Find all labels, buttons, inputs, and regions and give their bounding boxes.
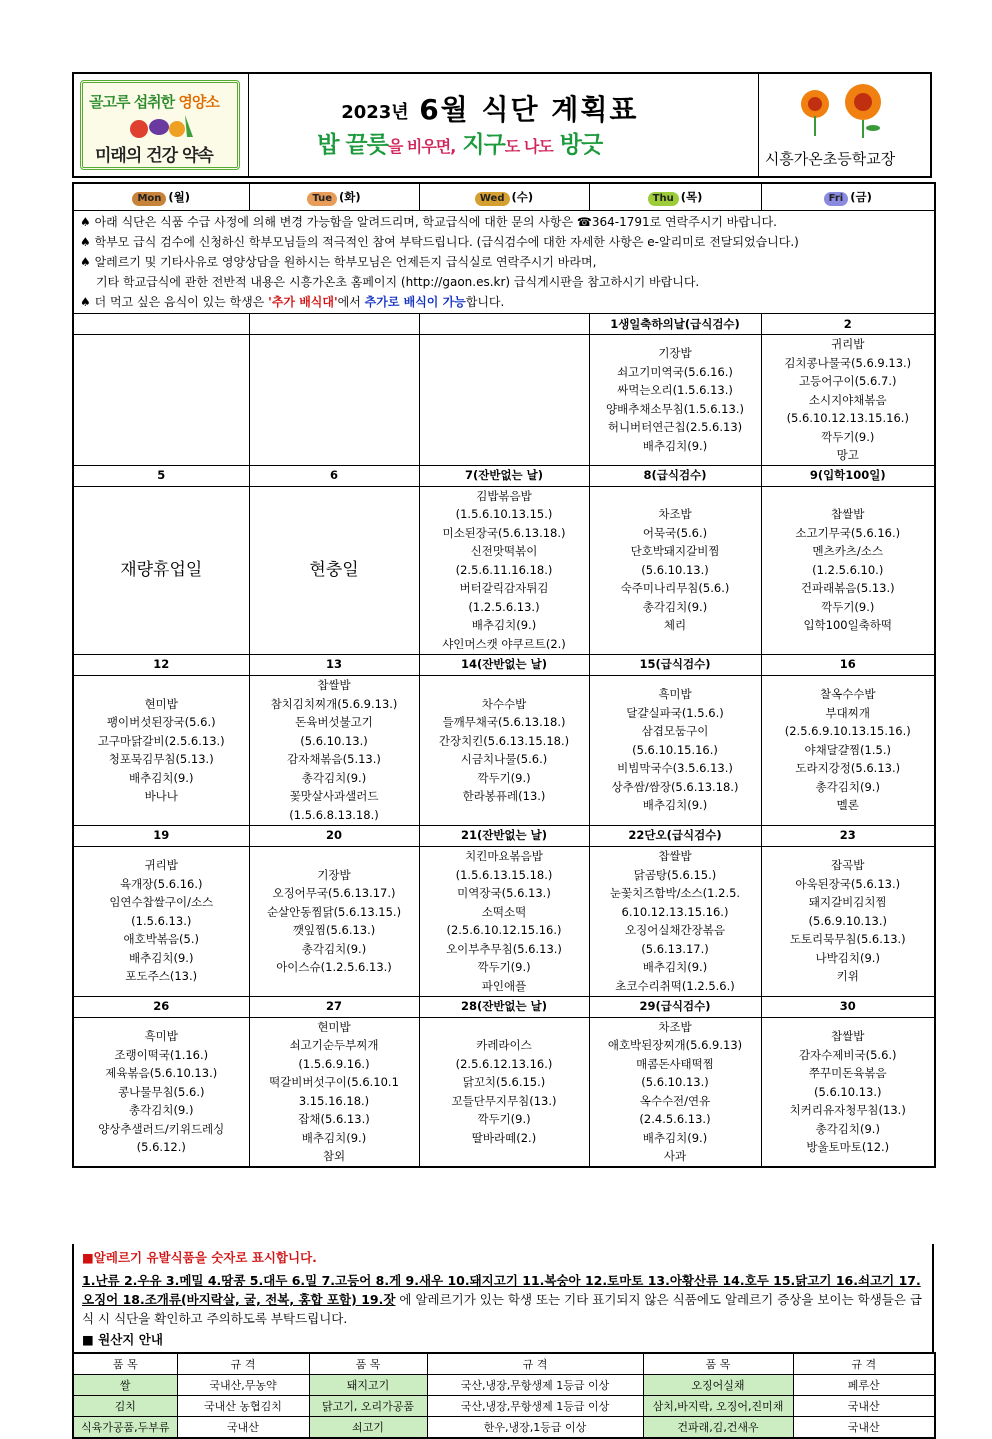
menu-item: (5.6.10.13.) [641,562,709,577]
origin-spec: 국산,냉장,무항생제 1등급 이상 [427,1375,643,1396]
menu-item: 배추김치(9.) [129,950,194,965]
menu-item: 배추김치(9.) [642,1130,708,1145]
menu-cell [249,675,419,825]
menu-item: 건파래볶음(5.13.) [800,581,895,596]
date-cell: 5 [73,465,249,486]
origin-item: 건파래,김,건새우 [643,1417,793,1439]
menu-item: 임연수찹쌀구이/소스 [109,895,214,910]
menu-item: 사과 [663,1149,687,1164]
allergy-body [82,1271,924,1328]
menu-item: 닭곰탕(5.6.15.) [633,867,717,882]
origin-spec: 국내산 [177,1417,309,1439]
menu-item: 바나나 [144,789,178,803]
menu-item: 배추김치(9.) [301,1130,367,1145]
header [72,72,932,178]
menu-item: 현충일 [309,559,359,580]
notice-4: ♠ 더 먹고 싶은 음식이 있는 학생은 '추가 배식대'에서 추가로 배식이 가능합니다. [80,295,505,309]
menu-cell [419,675,589,825]
date-cell [249,314,419,335]
menu-item: (1.2.5.6.10.) [812,562,884,577]
menu-item: 비빔막국수(3.5.6.13.) [617,761,733,776]
origin-header-row [73,1353,935,1375]
menu-item: 깻잎찜(5.6.13.) [292,923,376,937]
menu-item: 양상추샐러드/키위드레싱 [98,1121,225,1136]
menu-item: 오징어무국(5.6.13.17.) [272,886,396,900]
menu-item: 옥수수전/연유 [639,1093,711,1108]
menu-item: 찹쌀밥 [831,1029,865,1043]
menu-item: 콩나물무침(5.6.) [118,1084,205,1099]
date-cell: 30 [761,996,935,1017]
menu-item: 체리 [663,618,687,633]
allergy-info [72,1244,934,1353]
date-cell: 27 [249,996,419,1017]
menu-item: 들깨무채국(5.6.13.18.) [442,715,566,729]
menu-item: 오징어실채간장볶음 [625,923,725,937]
menu-item: 꼬들단무지무침(13.) [451,1093,557,1108]
menu-cell [73,486,249,654]
menu-item: 닭꼬치(5.6.15.) [462,1075,546,1090]
menu-cell [419,1017,589,1167]
menu-item: 돈육버섯불고기 [295,715,373,729]
menu-cell [589,675,761,825]
origin-item: 닭고기, 오리가공품 [309,1396,427,1417]
menu-row-week2 [73,486,935,654]
logo-box [80,80,240,170]
origin-item: 오징어실채 [643,1375,793,1396]
menu-cell [589,335,761,466]
menu-item: 간장치킨(5.6.13.15.18.) [438,733,570,748]
menu-item: 찰옥수수밥 [819,687,876,702]
menu-item: 허니버터연근칩(2.5.6.13) [607,420,743,435]
date-cell: 8(급식검수) [589,465,761,486]
date-row-week3 [73,654,935,675]
menu-item: 청포묵김무침(5.13.) [108,752,214,766]
menu-item: 카레라이스 [476,1038,532,1053]
menu-item: 부대찌개 [825,705,870,720]
date-cell: 29(급식검수) [589,996,761,1017]
origin-table [72,1352,936,1439]
menu-item: 버터갈릭감자튀김 [459,581,549,596]
menu-item: 6.10.12.13.15.16.) [621,904,729,919]
menu-cell [761,846,935,996]
menu-item: 미역장국(5.6.13.) [457,886,551,900]
menu-item: 입학100일축하떡 [803,618,893,633]
logo [74,74,249,176]
logo-slogan-top: 골고루 섭취한 영양소 [89,93,219,111]
year: 2023년 [341,102,409,123]
date-cell: 19 [73,825,249,846]
menu-item: 잡채(5.6.13.) [298,1112,370,1127]
menu-table [72,182,936,1168]
menu-item: 깍두기(9.) [477,960,531,974]
weekday-header-row [73,183,935,211]
origin-header: 규 격 [427,1353,643,1375]
date-cell: 7(잔반없는 날) [419,465,589,486]
meal-plan-page [72,72,934,1434]
menu-item: 귀리밥 [831,337,865,351]
menu-item: 떡갈비버섯구이(5.6.10.1 [269,1075,399,1090]
menu-row-week5 [73,1017,935,1167]
date-cell: 26 [73,996,249,1017]
menu-item: 멘츠카츠/소스 [812,544,884,559]
menu-item: 치커리유자청무침(13.) [789,1103,906,1117]
menu-item: 총각김치(9.) [301,941,367,956]
origin-header: 규 격 [793,1353,935,1375]
menu-item: 참외 [322,1149,346,1164]
menu-cell [419,846,589,996]
menu-item: 애호박볶음(5.) [123,932,199,947]
origin-item: 쇠고기 [309,1417,427,1439]
menu-item: 돼지갈비김치찜 [808,895,887,910]
menu-row-week3 [73,675,935,825]
menu-item: 키위 [836,969,859,984]
menu-item: 재량휴업일 [120,559,203,580]
menu-item: 한라봉퓨레(13.) [462,789,546,803]
menu-item: 잡곡밥 [831,858,865,873]
origin-spec: 페루산 [793,1375,935,1396]
menu-item: 차조밥 [658,507,692,522]
menu-item: 총각김치(9.) [815,779,880,794]
logo-slogan-bottom: 미래의 건강 약속 [95,146,213,166]
menu-item: 파인애플 [481,978,527,993]
menu-item: 망고 [836,448,859,462]
menu-item: 싸먹는오리(1.5.6.13.) [617,383,733,398]
menu-cell [589,486,761,654]
date-cell: 22단오(급식검수) [589,825,761,846]
menu-item: 조랭이떡국(1.16.) [114,1047,209,1062]
menu-item: 배추김치(9.) [129,770,194,785]
menu-item: (1.5.6.9.16.) [298,1056,370,1071]
menu-item: 쇠고기순두부찌개 [289,1038,379,1053]
menu-item: 깍두기(9.) [477,1112,531,1127]
date-cell: 13 [249,654,419,675]
menu-item: 단호박돼지갈비찜 [630,544,720,559]
date-row-week5 [73,996,935,1017]
date-row-week2 [73,465,935,486]
menu-cell [761,1017,935,1167]
origin-row [73,1375,935,1396]
menu-item: 어묵국(5.6.) [642,525,708,540]
menu-cell [73,675,249,825]
menu-item: 찹쌀밥 [317,678,351,692]
date-cell: 16 [761,654,935,675]
menu-item: 감자수제비국(5.6.) [798,1047,897,1062]
menu-item: 흑미밥 [658,687,692,702]
menu-item: 소고기무국(5.6.16.) [795,525,901,540]
menu-item: 꽃맛살사과샐러드 [289,789,379,803]
origin-heading: ■ 원산지 안내 [82,1332,163,1347]
menu-item: 배추김치(9.) [642,798,708,813]
notice-block [73,211,935,314]
menu-item: 고등어구이(5.6.7.) [799,374,897,388]
date-cell: 14(잔반없는 날) [419,654,589,675]
menu-item: 눈꽃치즈함박/소스(1.2.5. [609,886,741,900]
menu-item: 달걀실파국(1.5.6.) [626,705,724,720]
menu-cell [419,486,589,654]
menu-item: 차수수밥 [481,696,527,711]
menu-item: 총각김치(9.) [129,1103,194,1117]
menu-item: 야채달걀찜(1.5.) [804,742,891,757]
origin-item: 삼치,바지락, 오징어,진미채 [643,1396,793,1417]
date-cell [419,314,589,335]
page-title: 6월 식단 계획표 [419,93,639,126]
date-cell: 23 [761,825,935,846]
menu-item: 아욱된장국(5.6.13.) [795,876,901,891]
date-cell: 28(잔반없는 날) [419,996,589,1017]
menu-item: 찹쌀밥 [831,507,865,522]
menu-item: 배추김치(9.) [642,438,708,453]
menu-item: (2.4.5.6.13.) [639,1112,711,1127]
menu-item: (1.5.6.10.13.15.) [455,507,553,522]
menu-cell [249,486,419,654]
origin-item: 김치 [73,1396,177,1417]
menu-item: 순살안동찜닭(5.6.13.15.) [266,904,402,919]
notice-1: ♠ 아래 식단은 식품 수급 사정에 의해 변경 가능함을 알려드리며, 학교급식에 대한 문의 사항은 ☎364-1791로 연락주시기 바랍니다. [80,215,777,229]
origin-item: 쌀 [73,1375,177,1396]
menu-item: 기장밥 [658,346,692,361]
origin-item: 식육가공품,두부류 [73,1417,177,1439]
slogan: 밥 끝릇을 비우면, 지구도 나도 방긋 [317,132,603,158]
menu-item: 방울토마토(12.) [806,1140,890,1154]
weekday-tue: Tue (화) [249,183,419,211]
menu-item: 나박김치(9.) [815,950,880,965]
menu-item: 초코수리취떡(1.2.5.6.) [615,978,735,993]
menu-cell [73,335,249,466]
menu-cell [249,846,419,996]
menu-item: 치킨마요볶음밥 [465,849,543,863]
menu-row-week4 [73,846,935,996]
menu-cell [761,675,935,825]
date-cell: 2 [761,314,935,335]
origin-spec: 국내산 [793,1396,935,1417]
menu-item: 깍두기(9.) [821,599,875,614]
menu-item: 현미밥 [144,696,178,711]
origin-item: 돼지고기 [309,1375,427,1396]
menu-item: (2.5.6.12.13.16.) [455,1056,553,1071]
origin-header: 품 목 [309,1353,427,1375]
origin-spec: 국내산 농협김치 [177,1396,309,1417]
date-cell: 15(급식검수) [589,654,761,675]
menu-cell [419,335,589,466]
menu-item: 감자채볶음(5.13.) [287,752,381,766]
menu-item: 깍두기(9.) [821,429,875,444]
menu-item: (5.6.9.10.13.) [808,913,887,928]
menu-item: 포도주스(13.) [125,969,198,984]
menu-item: 총각김치(9.) [301,770,367,785]
date-cell: 12 [73,654,249,675]
menu-item: 김밥볶음밥 [476,488,532,503]
menu-item: 기장밥 [317,867,351,882]
title-block [249,74,759,176]
menu-cell [73,1017,249,1167]
menu-item: 상추쌈/쌈장(5.6.13.18.) [611,779,739,794]
menu-item: 제육볶음(5.6.10.13.) [105,1066,218,1080]
menu-cell [589,846,761,996]
menu-item: 육개장(5.6.16.) [119,876,203,891]
menu-item: (1.5.6.13.) [131,913,192,928]
menu-item: (2.5.6.10.12.15.16.) [446,923,562,937]
menu-item: 총각김치(9.) [815,1121,880,1136]
notice-3a: ♠ 알레르기 및 기타사유로 영양상담을 원하시는 학부모님은 언제든지 급식실로 연락주시기 바라며, [80,255,597,269]
menu-item: 현미밥 [317,1019,351,1034]
menu-item: 숙주미나리무침(5.6.) [620,581,730,596]
menu-item: 양배추채소무침(1.5.6.13.) [606,401,744,416]
menu-item: 팽이버섯된장국(5.6.) [106,715,216,729]
menu-item: 시금치나물(5.6.) [460,752,548,766]
menu-item: 멜론 [836,798,859,813]
school-block [759,74,930,176]
weekday-thu: Thu (목) [589,183,761,211]
menu-item: (5.6.10.13.) [641,1075,709,1090]
weekday-fri: Fri (금) [761,183,935,211]
menu-item: 참치김치찌개(5.6.9.13.) [270,696,398,711]
date-cell [73,314,249,335]
origin-header: 품 목 [73,1353,177,1375]
menu-item: 찹쌀밥 [658,849,692,863]
menu-item: 샤인머스캣 야쿠르트(2.) [442,636,566,651]
origin-spec: 국산,냉장,무항생제 1등급 이상 [427,1396,643,1417]
origin-header: 규 격 [177,1353,309,1375]
menu-item: 쇠고기미역국(5.6.16.) [617,364,733,379]
date-cell: 9(입학100일) [761,465,935,486]
menu-item: (1.5.6.13.15.18.) [455,867,553,882]
menu-item: (2.5.6.11.16.18.) [455,562,553,577]
menu-item: (1.5.6.8.13.18.) [289,807,379,822]
weekday-wed: Wed (수) [419,183,589,211]
date-cell: 21(잔반없는 날) [419,825,589,846]
date-cell: 6 [249,465,419,486]
menu-item: 도라지강정(5.6.13.) [795,761,901,776]
menu-item: 매콤돈사태떡찜 [636,1056,714,1071]
menu-item: (1.2.5.6.13.) [468,599,540,614]
menu-item: 소시지야채볶음 [808,392,887,407]
menu-item: 귀리밥 [144,858,178,873]
menu-item: 차조밥 [658,1019,692,1034]
menu-item: 쭈꾸미돈육볶음 [808,1066,887,1080]
school-name: 시흥가온초등학교장 [764,150,896,168]
menu-item: 배추김치(9.) [642,960,708,974]
menu-item: 신전맛떡볶이 [470,544,538,559]
menu-cell [73,846,249,996]
menu-item: 오이부추무침(5.6.13.) [446,941,562,956]
menu-item: 도토리묵무침(5.6.13.) [789,932,906,947]
menu-item: 배추김치(9.) [471,618,537,633]
menu-cell [761,486,935,654]
menu-item: 딸바라떼(2.) [471,1130,537,1145]
menu-item: (5.6.10.12.13.15.16.) [786,411,909,425]
allergy-list: 1.난류 2.우유 3.메밀 4.땅콩 5.대두 6.밀 7.고등어 8.게 9.새우 10.돼지고기 11.복숭아 12.토마토 13.아황산류 14.호두 15.닭고기 16.쇠고기 17.오징어 18.조개류(바지락살, 굴, 전복, 홍합 포함) 19.잣 [82,1273,921,1307]
date-cell: 20 [249,825,419,846]
menu-row-week1 [73,335,935,466]
weekday-mon: Mon (월) [73,183,249,211]
date-row-week1 [73,314,935,335]
menu-item: 총각김치(9.) [642,599,708,614]
flowers-icon [793,82,903,138]
menu-item: (5.6.10.13.) [300,733,368,748]
menu-item: 김치콩나물국(5.6.9.13.) [784,355,912,370]
menu-cell [249,335,419,466]
origin-spec: 국내산,무농약 [177,1375,309,1396]
notice-row [73,211,935,314]
menu-item: (5.6.12.) [136,1140,186,1154]
menu-item: 소떡소떡 [481,904,527,919]
menu-cell [589,1017,761,1167]
menu-cell [761,335,935,466]
origin-row [73,1417,935,1439]
allergy-heading: ■알레르기 유발식품을 숫자로 표시합니다. [82,1250,317,1265]
menu-item: (2.5.6.9.10.13.15.16.) [784,724,911,739]
origin-row [73,1396,935,1417]
date-cell: 1생일축하의날(급식검수) [589,314,761,335]
notice-2: ♠ 학부모 급식 검수에 신청하신 학부모님들의 적극적인 참여 부탁드립니다. (급식검수에 대한 자세한 사항은 e-알리미로 전달되었습니다.) [80,235,799,249]
origin-spec: 국내산 [793,1417,935,1439]
menu-item: (5.6.10.15.16.) [632,742,718,757]
menu-item: 미소된장국(5.6.13.18.) [442,525,566,540]
origin-header: 품 목 [643,1353,793,1375]
allergy-tail: 에 알레르기가 있는 학생 또는 기타 표기되지 않은 식품에도 알레르기 증상을 보이는 학생들은 급식 시 식단을 확인하고 주의하도록 부탁드립니다. [82,1292,922,1326]
vegetables-icon [127,111,197,141]
menu-item: 고구마닭갈비(2.5.6.13.) [97,733,225,748]
origin-spec: 한우,냉장,1등급 이상 [427,1417,643,1439]
menu-item: 3.15.16.18.) [298,1093,370,1108]
menu-item: 깍두기(9.) [477,770,531,785]
menu-item: (5.6.10.13.) [814,1084,882,1099]
menu-item: 애호박된장찌개(5.6.9.13) [607,1038,743,1053]
date-row-week4 [73,825,935,846]
menu-item: 흑미밥 [144,1029,178,1043]
menu-item: (5.6.13.17.) [641,941,709,956]
menu-item: 삼겹모둠구이 [641,724,709,739]
menu-item: 아이스슈(1.2.5.6.13.) [276,960,392,974]
menu-cell [249,1017,419,1167]
notice-3b: 기타 학교급식에 관한 전반적 내용은 시흥가온초 홈페이지 (http://gaon.es.kr) 급식게시판을 참고하시기 바랍니다. [96,275,700,289]
